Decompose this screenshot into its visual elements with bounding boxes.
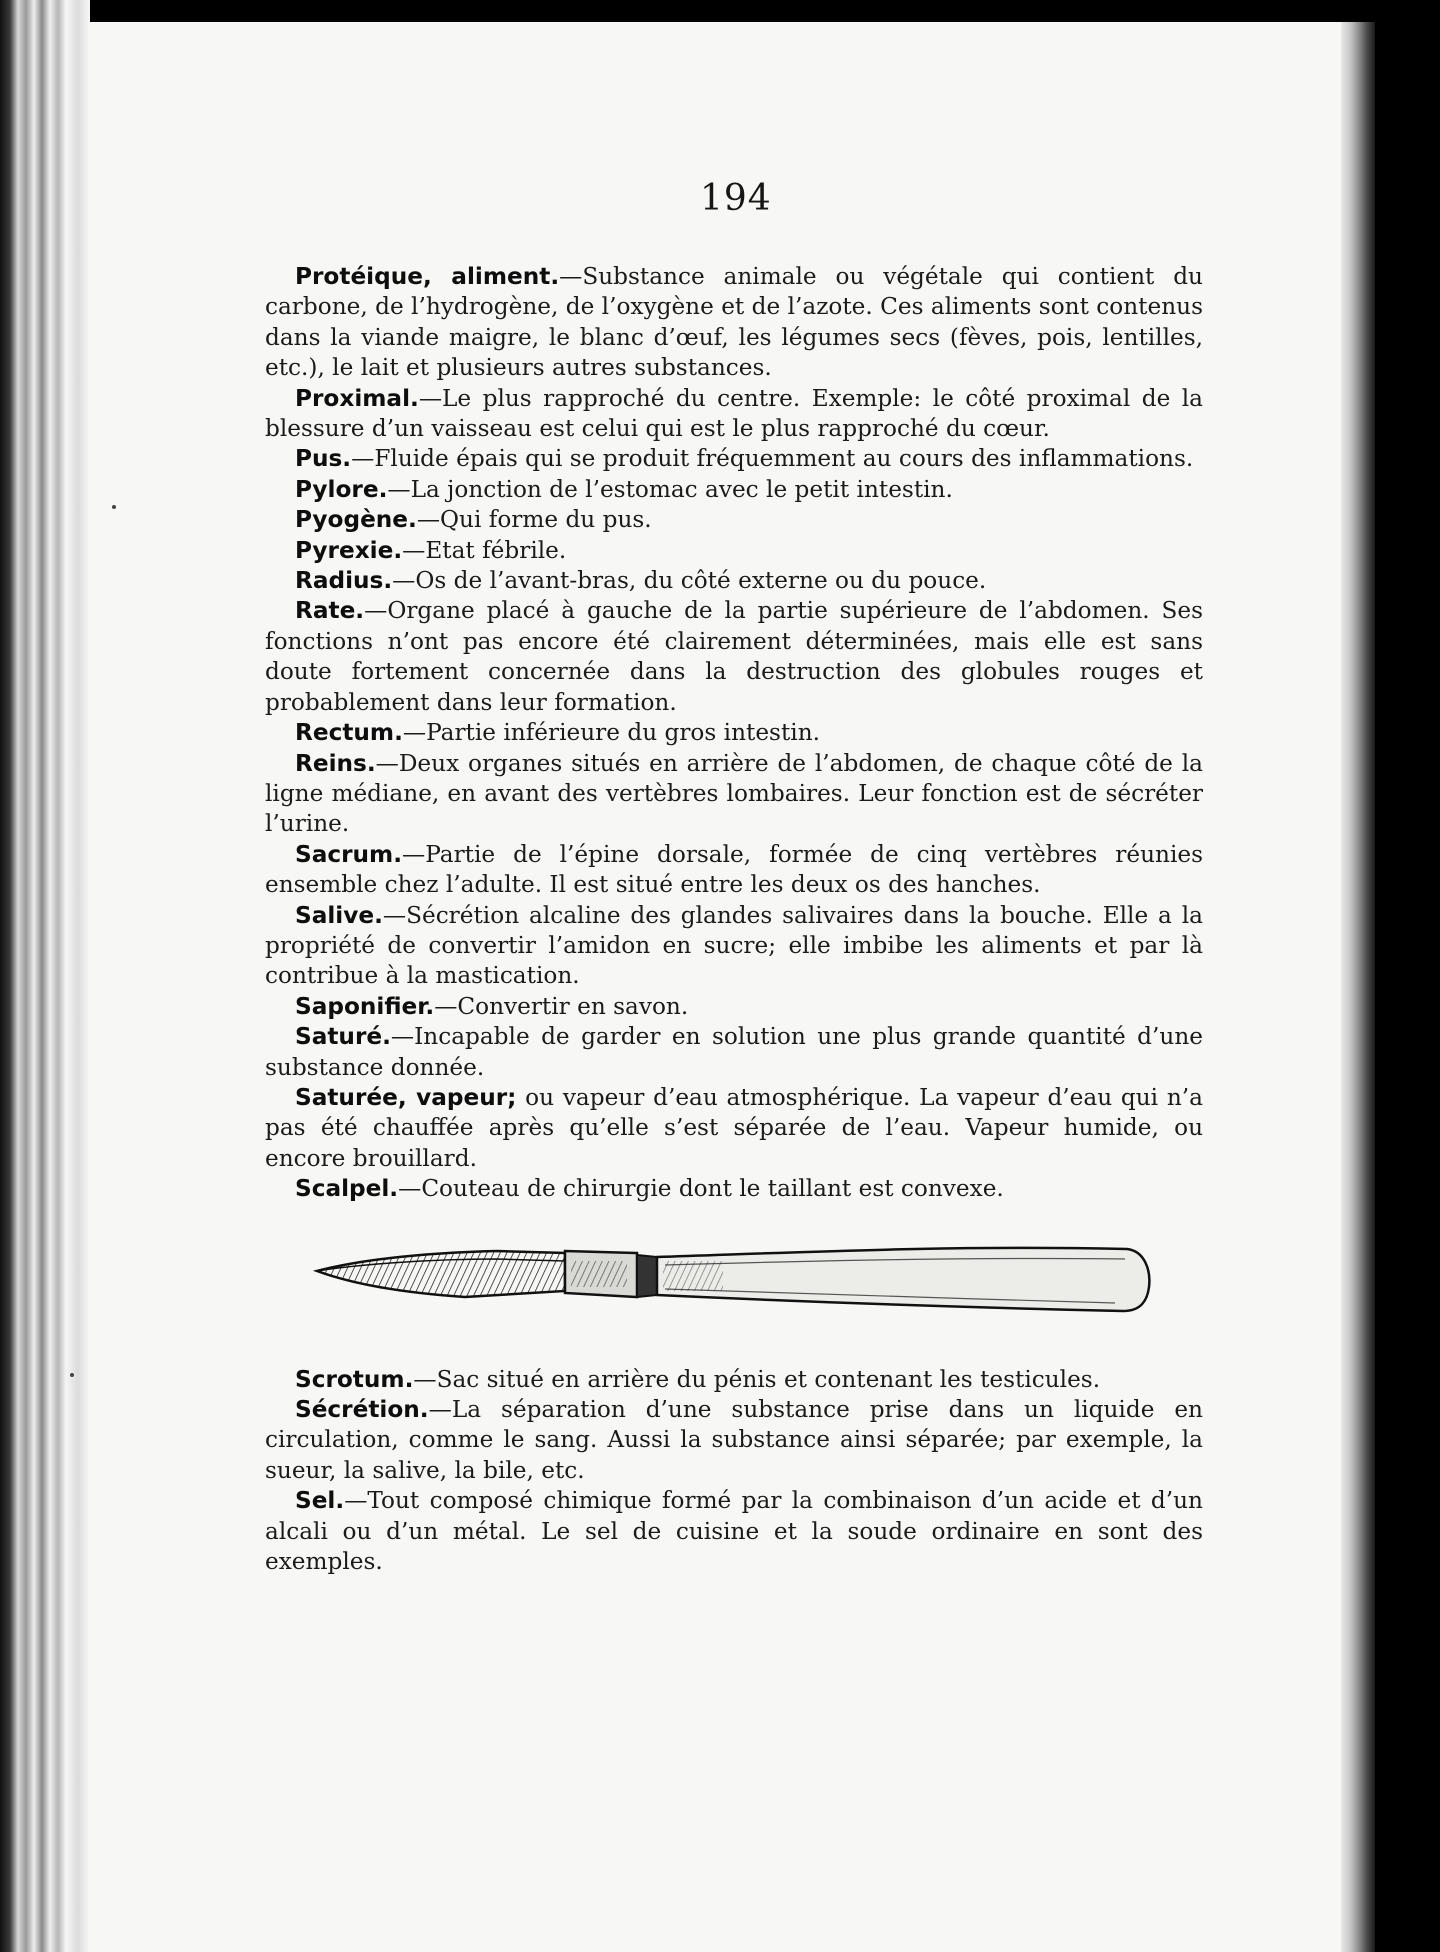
entry-term: Saturé. bbox=[295, 1023, 391, 1051]
page-number: 194 bbox=[700, 178, 772, 219]
scan-border-right bbox=[1375, 0, 1440, 1952]
entry-definition: —Qui forme du pus. bbox=[416, 506, 652, 534]
glossary-entry bbox=[265, 566, 1203, 596]
entry-term: Pus. bbox=[295, 445, 352, 473]
entry-definition: —Couteau de chirurgie dont le taillant est convexe. bbox=[398, 1175, 1004, 1203]
entry-definition: —Deux organes situés en arrière de l’abdomen, de chaque côté de la ligne médiane, en avant des vertèbres lombaires. Leur fonction est de sécréter l’urine. bbox=[265, 749, 1203, 838]
entry-term: Pyogène. bbox=[295, 506, 417, 534]
glossary-entry bbox=[265, 1083, 1203, 1174]
entry-term: Saturée, vapeur; bbox=[295, 1083, 517, 1111]
entry-term: Saponifier. bbox=[295, 992, 435, 1020]
entry-definition: —Organe placé à gauche de la partie supérieure de l’abdomen. Ses fonctions n’ont pas encore été clairement déterminées, mais elle est sans doute fortement concernée dans la destruction des globules rouges et probablement dans leur formation. bbox=[265, 597, 1203, 716]
glossary-entry bbox=[265, 384, 1203, 445]
entry-term: Pyrexie. bbox=[295, 536, 403, 564]
entry-definition: —Sac situé en arrière du pénis et contenant les testicules. bbox=[413, 1365, 1101, 1393]
entry-definition: —Partie de l’épine dorsale, formée de cinq vertèbres réunies ensemble chez l’adulte. Il est situé entre les deux os des hanches. bbox=[265, 840, 1203, 899]
scalpel-illustration bbox=[265, 1231, 1203, 1331]
entry-definition: ou vapeur d’eau atmosphérique. La vapeur d’eau qui n’a pas été chauffée après qu’elle s’est séparée de l’eau. Vapeur humide, ou encore brouillard. bbox=[265, 1083, 1203, 1172]
glossary-entry bbox=[265, 444, 1203, 474]
glossary-entry bbox=[265, 1486, 1203, 1577]
entry-definition: —Convertir en savon. bbox=[434, 992, 689, 1020]
glossary-entry bbox=[265, 596, 1203, 718]
scan-speck bbox=[70, 1373, 74, 1377]
entry-term: Sel. bbox=[295, 1487, 345, 1515]
glossary-entry bbox=[265, 718, 1203, 748]
entry-term: Salive. bbox=[295, 901, 383, 929]
glossary-entry bbox=[265, 992, 1203, 1022]
entry-term: Pylore. bbox=[295, 475, 388, 503]
entry-definition: —Etat fébrile. bbox=[402, 536, 567, 564]
entry-definition: —Le plus rapproché du centre. Exemple: le côté proximal de la blessure d’un vaisseau est celui qui est le plus rapproché du cœur. bbox=[265, 384, 1203, 443]
glossary-entry bbox=[265, 901, 1203, 992]
glossary-entry bbox=[265, 749, 1203, 840]
scalpel-icon bbox=[265, 1231, 1203, 1331]
entry-term: Scalpel. bbox=[295, 1175, 399, 1203]
glossary-entry bbox=[265, 1365, 1203, 1395]
scan-speck bbox=[112, 505, 116, 509]
entry-definition: —Fluide épais qui se produit fréquemment au cours des inflammations. bbox=[351, 445, 1194, 473]
glossary-entry bbox=[265, 475, 1203, 505]
entry-term: Radius. bbox=[295, 567, 393, 595]
glossary-text bbox=[265, 262, 1203, 1577]
entry-definition: —Substance animale ou végétale qui contient du carbone, de l’hydrogène, de l’oxygène et de l’azote. Ces aliments sont contenus dans la viande maigre, le blanc d’œuf, les légumes secs (fèves, pois, lentilles, etc.), le lait et plusieurs autres substances. bbox=[265, 263, 1203, 382]
entry-definition: —Tout composé chimique formé par la combinaison d’un acide et d’un alcali ou d’un métal. Le sel de cuisine et la soude ordinaire en sont des exemples. bbox=[265, 1487, 1203, 1576]
glossary-entry bbox=[265, 505, 1203, 535]
entry-definition: —La jonction de l’estomac avec le petit intestin. bbox=[387, 475, 953, 503]
entry-definition: —Sécrétion alcaline des glandes salivaires dans la bouche. Elle a la propriété de convertir l’amidon en sucre; elle imbibe les aliments et par là contribue à la mastication. bbox=[265, 901, 1203, 990]
glossary-entry bbox=[265, 1395, 1203, 1486]
page-stack-edge bbox=[0, 0, 90, 1952]
entry-term: Rate. bbox=[295, 597, 365, 625]
glossary-entry bbox=[265, 536, 1203, 566]
glossary-entry bbox=[265, 840, 1203, 901]
entry-term: Sécrétion. bbox=[295, 1396, 429, 1423]
entry-term: Rectum. bbox=[295, 719, 403, 747]
entry-definition: —Os de l’avant-bras, du côté externe ou du pouce. bbox=[392, 567, 987, 595]
glossary-entry bbox=[265, 1022, 1203, 1083]
entry-definition: —Partie inférieure du gros intestin. bbox=[402, 719, 820, 747]
entry-term: Reins. bbox=[295, 749, 376, 777]
glossary-entry bbox=[265, 262, 1203, 384]
book-gutter bbox=[1341, 22, 1375, 1952]
entry-term: Sacrum. bbox=[295, 840, 403, 868]
entry-term: Protéique, aliment. bbox=[295, 263, 560, 290]
glossary-entry bbox=[265, 1174, 1203, 1204]
entry-term: Scrotum. bbox=[295, 1365, 414, 1393]
entry-definition: —Incapable de garder en solution une plus grande quantité d’une substance donnée. bbox=[265, 1023, 1203, 1081]
entry-definition: —La séparation d’une substance prise dans un liquide en circulation, comme le sang. Aussi la substance ainsi séparée; par exemple, la sueur, la salive, la bile, etc. bbox=[265, 1396, 1203, 1484]
entry-term: Proximal. bbox=[295, 384, 419, 412]
